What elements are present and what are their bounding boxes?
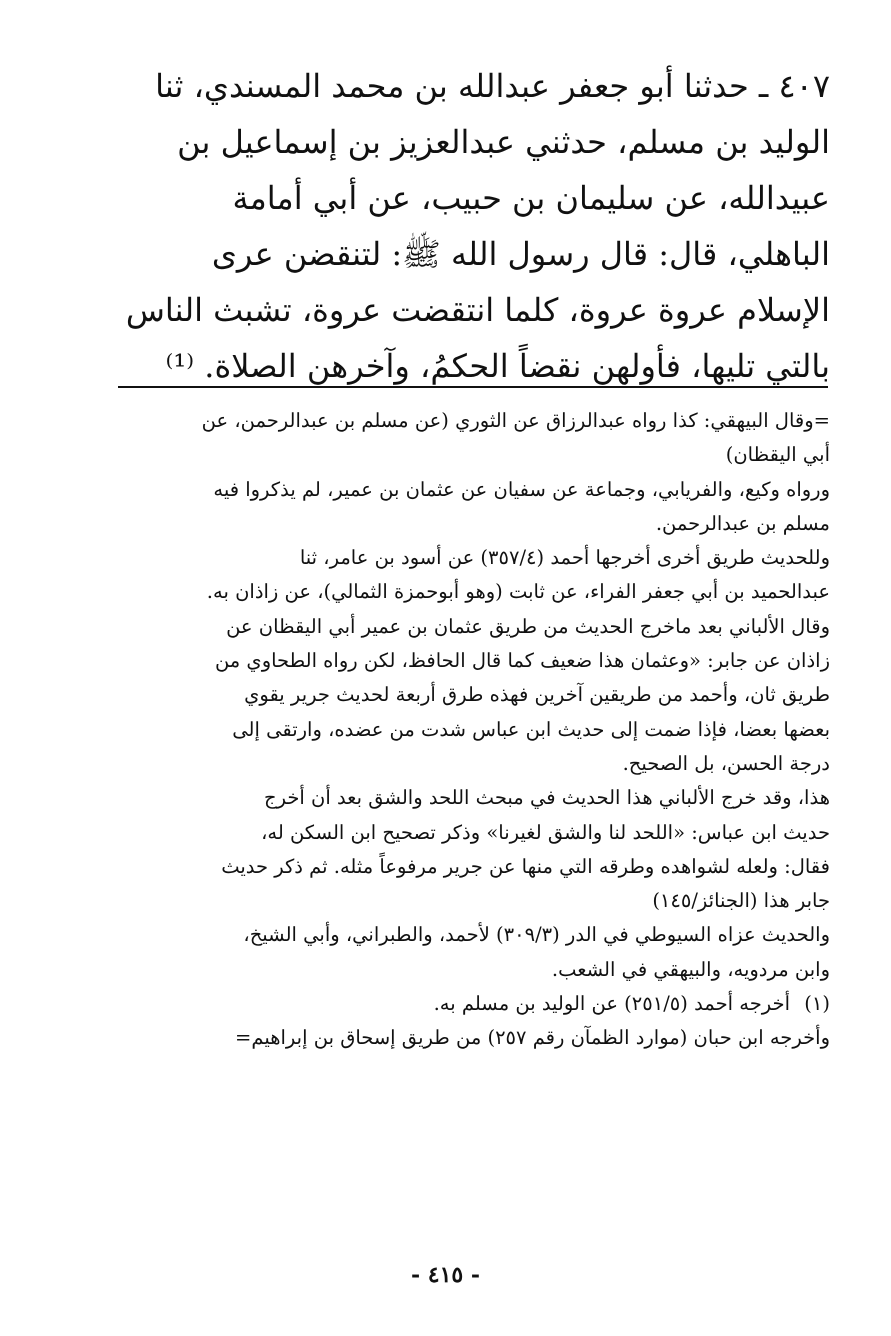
footnote-line: طريق ثان، وأحمد من طريقين آخرين فهذه طرق أربعة لحديث جرير يقوي [244,683,830,707]
footnote-line: وقال الألباني بعد ماخرج الحديث من طريق عثمان بن عمير أبي اليقظان عن [226,614,830,638]
hadith-text [110,58,830,394]
hadith-line: الباهلي، قال: قال رسول الله ﷺ: لتنقضن عرى [211,235,830,273]
hadith-line: الإسلام عروة عروة، كلما انتقضت عروة، تشبث الناس [125,291,830,329]
footnote-line: فقال: ولعله لشواهده وطرقه التي منها عن جرير مرفوعاً مثله. ثم ذكر حديث [221,854,830,878]
footnote-line: جابر هذا (الجنائز/١٤٥) [652,889,830,913]
footnote-line: والحديث عزاه السيوطي في الدر (٣٠٩/٣) لأحمد، والطبراني، وأبي الشيخ، [243,923,830,947]
page-number: - ٤١٥ - [410,1262,481,1288]
footnote-line: مسلم بن عبدالرحمن. [655,511,830,535]
footnotes [110,404,830,1056]
footnote-line: وللحديث طريق أخرى أخرجها أحمد (٣٥٧/٤) عن أسود بن عامر، ثنا [299,546,830,570]
footnote-1-line [110,987,830,1021]
footnote-line: عبدالحميد بن أبي جعفر الفراء، عن ثابت (وهو أبوحمزة الثمالي)، عن زاذان به. [206,580,830,604]
footnote-line: ورواه وكيع، والفريابي، وجماعة عن سفيان عن عثمان بن عمير، لم يذكروا فيه [213,477,830,501]
footnote-1-marker: (١) [804,992,830,1016]
hadith-line: بالتي تليها، فأولهن نقضاً الحكمُ، وآخرهن الصلاة. ⁽¹⁾ [165,347,830,385]
footnote-line: =وقال البيهقي: كذا رواه عبدالرزاق عن الثوري (عن مسلم بن عبدالرحمن، عن [201,409,830,432]
footnote-line: وابن مردويه، والبيهقي في الشعب. [551,957,830,981]
hadith-line: ٤٠٧ ـ حدثنا أبو جعفر عبدالله بن محمد المسندي، ثنا [155,67,830,105]
hadith-line: الوليد بن مسلم، حدثني عبدالعزيز بن إسماعيل بن [177,123,830,161]
footnote-1-line: وأخرجه ابن حبان (موارد الظمآن رقم ٢٥٧) من طريق إسحاق بن إبراهيم= [235,1026,830,1050]
footnote-1-text: أخرجه أحمد (٢٥١/٥) عن الوليد بن مسلم به. [433,992,790,1016]
footnote-line: هذا، وقد خرج الألباني هذا الحديث في مبحث اللحد والشق بعد أن أخرج [263,786,830,810]
footnote-line: درجة الحسن، بل الصحيح. [622,751,830,775]
footnote-line: حديث ابن عباس: «اللحد لنا والشق لغيرنا» وذكر تصحيح ابن السكن له، [261,820,830,844]
hadith-line: عبيدالله، عن سليمان بن حبيب، عن أبي أمامة [232,179,830,217]
footnote-line: أبي اليقظان) [725,443,830,467]
footnote-line: زاذان عن جابر: «وعثمان هذا ضعيف كما قال الحافظ، لكن رواه الطحاوي من [214,649,830,673]
footnote-separator [118,386,828,388]
footnote-line: بعضها بعضا، فإذا ضمت إلى حديث ابن عباس شدت من عضده، وارتقى إلى [232,717,830,741]
